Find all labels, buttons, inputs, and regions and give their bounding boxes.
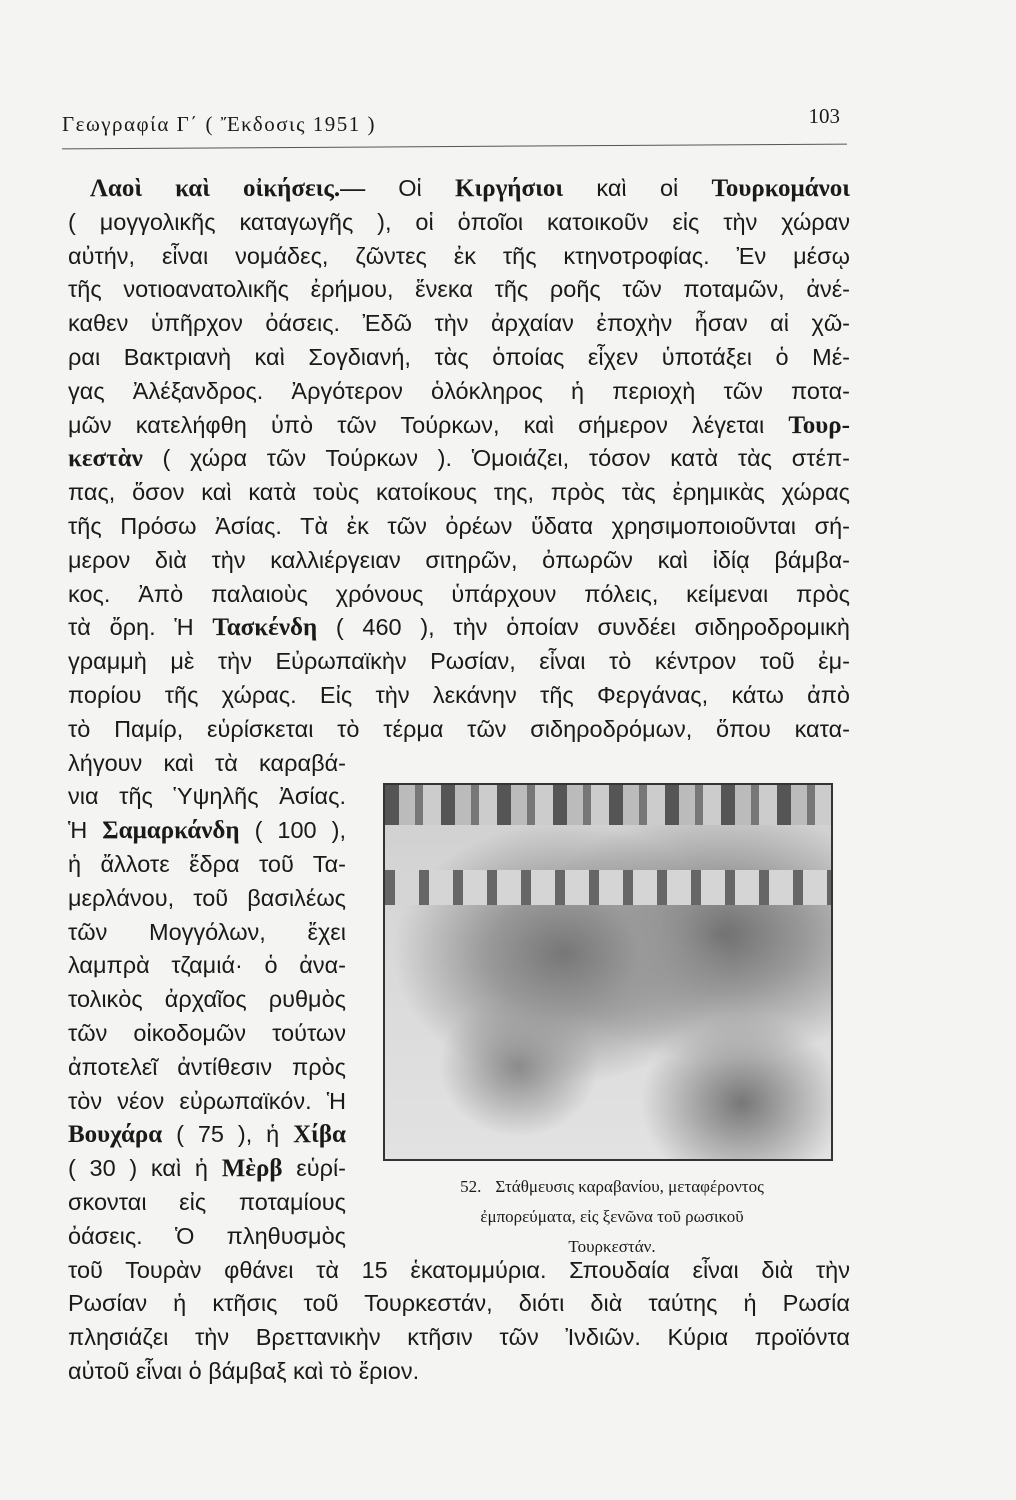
bold-term: Σαμαρκάνδη xyxy=(102,817,240,845)
text-segment: αὐτοῦ εἶναι ὁ βάμβαξ καὶ τὸ ἔριον. xyxy=(68,1357,420,1384)
text-segment: ἀποτελεῖ ἀντίθεσιν πρὸς xyxy=(68,1053,346,1080)
text-segment: ( 100 ), xyxy=(239,817,347,844)
text-line xyxy=(68,206,850,240)
text-line xyxy=(68,713,850,747)
bold-term: Μὲρβ xyxy=(221,1155,283,1183)
caption-line: Τουρκεστάν. xyxy=(568,1237,656,1256)
bold-term: Βουχάρα xyxy=(68,1121,163,1149)
text-line xyxy=(68,1287,850,1321)
text-line xyxy=(68,848,346,882)
header-rule xyxy=(62,144,847,150)
text-line xyxy=(68,409,850,443)
text-line xyxy=(68,1321,850,1355)
text-line xyxy=(68,476,850,510)
text-segment: νια τῆς Ὑψηλῆς Ἀσίας. xyxy=(68,783,346,810)
text-line xyxy=(68,916,346,950)
text-segment: μερον διὰ τὴν καλλιέργειαν σιτηρῶν, ὀπωρῶν καὶ ἰδίᾳ βάμβα- xyxy=(68,546,850,573)
text-segment: πορίου τῆς χώρας. Εἰς τὴν λεκάνην τῆς Φεργάνας, κάτω ἀπὸ xyxy=(68,681,850,708)
text-line xyxy=(68,375,850,409)
text-segment: ( 30 ) καὶ ἡ xyxy=(68,1155,222,1182)
text-line xyxy=(68,1051,346,1085)
text-segment: εὑρί- xyxy=(282,1155,346,1182)
text-segment: ὀάσεις. Ὁ πληθυσμὸς xyxy=(68,1222,346,1249)
text-line xyxy=(68,578,850,612)
text-segment: καὶ οἱ xyxy=(563,175,712,201)
text-segment: σκονται εἰς ποταμίους xyxy=(68,1188,346,1215)
text-segment: ( 460 ), τὴν ὁποίαν συνδέει σιδηροδρομικὴ xyxy=(317,614,850,641)
text-line xyxy=(68,544,850,578)
bold-term: Τασκένδη xyxy=(212,614,318,642)
text-line xyxy=(68,1152,346,1186)
text-segment: τῆς νοτιοανατολικῆς ἐρήμου, ἕνεκα τῆς ροῆς τῶν ποταμῶν, ἀνέ- xyxy=(68,276,850,303)
text-line xyxy=(68,1085,346,1119)
text-segment: ραι Βακτριανὴ καὶ Σογδιανή, τὰς ὁποίας εἶχεν ὑποτάξει ὁ Μέ- xyxy=(68,343,850,370)
text-line xyxy=(68,240,850,274)
text-line xyxy=(68,1355,850,1389)
text-line xyxy=(68,1220,346,1254)
text-segment: καθεν ὑπῆρχον ὀάσεις. Ἐδῶ τὴν ἀρχαίαν ἐποχὴν ἦσαν αἱ χῶ- xyxy=(68,310,850,337)
text-segment: τῶν Μογγόλων, ἔχει xyxy=(68,918,346,945)
text-line xyxy=(68,949,346,983)
text-line xyxy=(68,1186,346,1220)
caption-line: ἐμπορεύματα, εἰς ξενῶνα τοῦ ρωσικοῦ xyxy=(480,1207,744,1226)
text-segment: τολικὸς ἀρχαῖος ρυθμὸς xyxy=(68,986,346,1013)
figure-caption xyxy=(372,1172,852,1262)
text-segment: τὸ Παμίρ, εὑρίσκεται τὸ τέρμα τῶν σιδηροδρόμων, ὅπου κατα- xyxy=(68,715,850,742)
text-segment: γας Ἀλέξανδρος. Ἀργότερον ὁλόκληρος ἡ περιοχὴ τῶν ποτα- xyxy=(68,377,850,404)
text-line xyxy=(68,780,346,814)
text-line xyxy=(68,307,850,341)
text-segment: ( χώρα τῶν Τούρκων ). Ὁμοιάζει, τόσον κατὰ τὰς στέπ- xyxy=(142,445,850,472)
text-segment: τῶν οἰκοδομῶν τούτων xyxy=(68,1019,346,1046)
bold-term: Τουρκομάνοι xyxy=(711,175,850,202)
text-line xyxy=(68,172,850,206)
text-segment: Οἱ xyxy=(398,175,455,201)
bold-term: Χίβα xyxy=(293,1121,346,1149)
running-title: Γεωγραφία Γ΄ ( Ἔκδοσις 1951 ) xyxy=(62,112,376,136)
text-line xyxy=(68,679,850,713)
text-line xyxy=(68,882,346,916)
caption-text: Στάθμευσις καραβανίου, μεταφέροντος xyxy=(495,1177,764,1196)
text-segment: Ρωσίαν ἡ κτῆσις τοῦ Τουρκεστάν, διότι διὰ ταύτης ἡ Ρωσία xyxy=(68,1290,850,1317)
text-line xyxy=(68,747,346,781)
text-segment: τὰ ὄρη. Ἡ xyxy=(68,614,213,641)
text-segment: λήγουν καὶ τὰ καραβά- xyxy=(68,749,346,776)
text-line xyxy=(68,341,850,375)
text-segment: μερλάνου, τοῦ βασιλέως xyxy=(68,884,346,911)
text-segment: ( μογγολικῆς καταγωγῆς ), οἱ ὁποῖοι κατοικοῦν εἰς τὴν χώραν xyxy=(68,208,850,235)
text-segment: κος. Ἀπὸ παλαιοὺς χρόνους ὑπάρχουν πόλεις, κείμεναι πρὸς xyxy=(68,580,850,607)
text-segment: πλησιάζει τὴν Βρεττανικὴν κτῆσιν τῶν Ἰνδιῶν. Κύρια προϊόντα xyxy=(68,1324,850,1351)
caption-line xyxy=(372,1172,852,1202)
text-segment: ( 75 ), ἡ xyxy=(162,1121,294,1148)
text-segment: Ἡ xyxy=(68,817,103,844)
text-line xyxy=(68,1118,346,1152)
page-header xyxy=(62,104,852,138)
text-line xyxy=(68,814,346,848)
text-line xyxy=(68,442,850,476)
text-segment: λαμπρὰ τζαμιά· ὁ ἀνα- xyxy=(68,952,346,979)
bold-term: Τουρ- xyxy=(788,411,850,439)
text-segment: πας, ὅσον καὶ κατὰ τοὺς κατοίκους της, πρὸς τὰς ἐρημικὰς χώρας xyxy=(68,479,850,506)
text-segment: τοῦ Τουρὰν φθάνει τὰ 15 ἑκατομμύρια. Σπουδαία εἶναι διὰ τὴν xyxy=(68,1256,850,1283)
text-segment: ἡ ἄλλοτε ἕδρα τοῦ Τα- xyxy=(68,850,346,877)
text-segment: μῶν κατελήφθη ὑπὸ τῶν Τούρκων, καὶ σήμερον λέγεται xyxy=(68,411,789,438)
page-number: 103 xyxy=(808,104,840,128)
bold-term: κεστὰν xyxy=(68,445,143,473)
bold-term: Λαοὶ καὶ οἰκήσεις.— xyxy=(90,175,399,202)
text-segment: τῆς Πρόσω Ἀσίας. Τὰ ἐκ τῶν ὀρέων ὕδατα χρησιμοποιοῦνται σή- xyxy=(68,512,850,539)
text-line xyxy=(68,510,850,544)
bold-term: Κιργήσιοι xyxy=(455,175,564,202)
text-line xyxy=(68,1017,346,1051)
text-line xyxy=(68,645,850,679)
caravan-photo xyxy=(383,783,833,1161)
text-segment: αὐτήν, εἶναι νομάδες, ζῶντες ἐκ τῆς κτηνοτροφίας. Ἐν μέσῳ xyxy=(68,242,850,269)
text-line xyxy=(68,273,850,307)
text-line xyxy=(68,611,850,645)
text-line xyxy=(68,983,346,1017)
figure-number: 52. xyxy=(460,1177,482,1196)
text-segment: γραμμὴ μὲ τὴν Εὐρωπαϊκὴν Ρωσίαν, εἶναι τὸ κέντρον τοῦ ἐμ- xyxy=(68,648,850,675)
text-segment: τὸν νέον εὐρωπαϊκόν. Ἡ xyxy=(68,1087,346,1114)
